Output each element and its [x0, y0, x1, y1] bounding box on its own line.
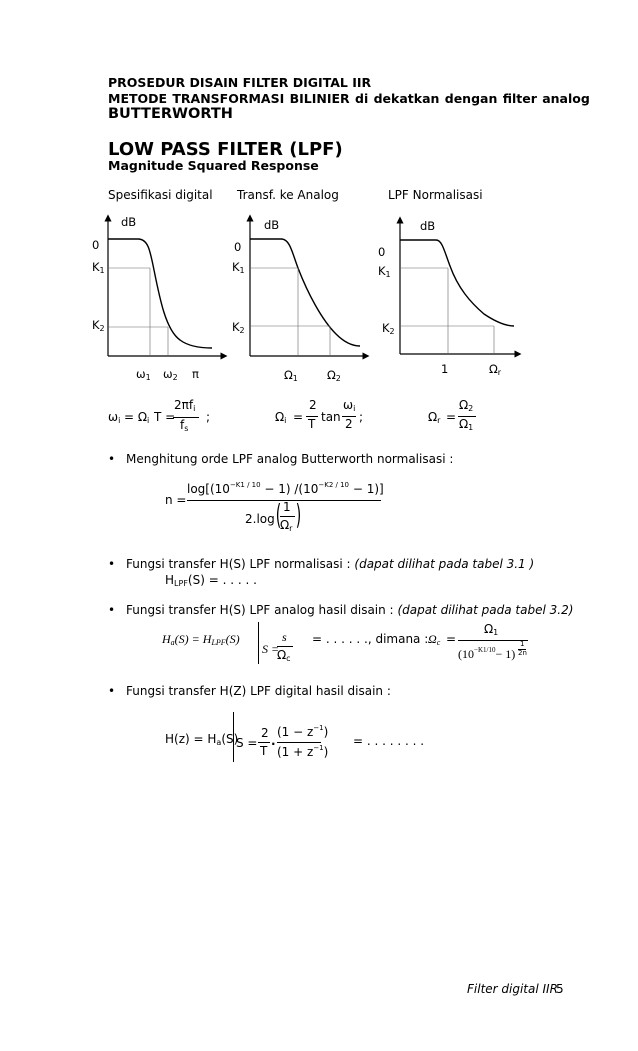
magnitude-response-graphs — [0, 0, 638, 400]
graph-lpf-normalized — [400, 220, 518, 354]
header-line-2: METODE TRANSFORMASI BILINIER di dekatkan dengan filter analog — [108, 91, 590, 106]
bullet-text-hz-digital: Fungsi transfer H(Z) LPF digital hasil disain : — [126, 684, 391, 698]
bullet-text-hs-normalized: Fungsi transfer H(S) LPF normalisasi : (dapat dilihat pada tabel 3.1 ) — [126, 557, 535, 571]
graph3-k1-label: $K_1$ — [378, 264, 391, 279]
bullet-dot-4: • — [108, 684, 116, 698]
header-line-3: BUTTERWORTH — [108, 106, 233, 122]
graph3-zero-label: 0 — [378, 245, 386, 259]
graph-digital-spec — [108, 218, 224, 356]
caption-digital-spec: Spesifikasi digital — [108, 188, 213, 202]
formula-Omega-r: $\Omega_r$ = $\Omega_2$ $\Omega_1$ — [428, 400, 488, 436]
graph3-one-label: 1 — [441, 362, 449, 376]
graph1-pi-label: π — [192, 367, 199, 381]
caption-lpf-normalized: LPF Normalisasi — [388, 188, 483, 202]
header-line-1: PROSEDUR DISAIN FILTER DIGITAL IIR — [108, 75, 372, 90]
equation-order-n: n = $\log[(10^{-K1 / 10} - 1) /(10^{-K2 / 10} - 1)]$ 2.log ( 1 $\Omega_r$ ) — [165, 481, 384, 533]
graph1-k2-label: $K_2$ — [92, 318, 105, 333]
section-title: LOW PASS FILTER (LPF) — [108, 139, 343, 160]
page-number: 5 — [556, 982, 564, 996]
graph2-k2-label: $K_2$ — [232, 320, 245, 335]
section-subtitle: Magnitude Squared Response — [108, 158, 319, 173]
graph1-db-label: dB — [121, 215, 137, 229]
hlpf-line: $H_{LPF}(S)$ = . . . . . — [165, 573, 257, 588]
formula-omega-i: $\omega_i$ = $\Omega_i$ T = $2\pi f_i$ $f_s$ ; — [108, 398, 211, 433]
formula-Omega-i: $\Omega_i$ = 2 T tan $\omega_i$ 2 ; — [275, 398, 364, 431]
bullet-dot-3: • — [108, 603, 116, 617]
graph1-omega2-label: $\omega_2$ — [163, 367, 178, 382]
equation-ha: $H_a(S) = H_{LPF}(S)$ S = s $\Omega_c$ = . . . . . ., dimana : $\Omega_c$ = $\Omega_1$ $(10^{-K1/10}- 1)$ 1 2n — [162, 622, 527, 663]
graph2-db-label: dB — [264, 218, 280, 232]
graph2-k1-label: $K_1$ — [232, 260, 245, 275]
graph1-k1-label: $K_1$ — [92, 260, 105, 275]
graph3-k2-label: $K_2$ — [382, 321, 395, 336]
equation-hz: $H(z) = H_a(S)$ S = 2 T . $(1 - z^{-1})$ $(1 + z^{-1})$ = . . . . . . . . — [165, 712, 465, 772]
footer-text: Filter digital IIR — [467, 982, 558, 996]
graph-analog-transform — [250, 218, 366, 356]
graph1-zero-label: 0 — [92, 238, 100, 252]
bullet-text-order: Menghitung orde LPF analog Butterworth normalisasi : — [126, 452, 454, 466]
graph3-Omegar-label: $\Omega_r$ — [489, 362, 502, 377]
bullet-dot-2: • — [108, 557, 116, 571]
graph2-Omega1-label: $\Omega_1$ — [284, 368, 298, 383]
bullet-text-hs-analog: Fungsi transfer H(S) LPF analog hasil disain : (dapat dilihat pada tabel 3.2) — [126, 603, 574, 617]
graph2-Omega2-label: $\Omega_2$ — [327, 368, 341, 383]
graph3-db-label: dB — [420, 219, 436, 233]
bullet-dot-1: • — [108, 452, 116, 466]
graph1-omega1-label: $\omega_1$ — [136, 367, 151, 382]
caption-analog-transform: Transf. ke Analog — [237, 188, 339, 202]
graph2-zero-label: 0 — [234, 240, 242, 254]
